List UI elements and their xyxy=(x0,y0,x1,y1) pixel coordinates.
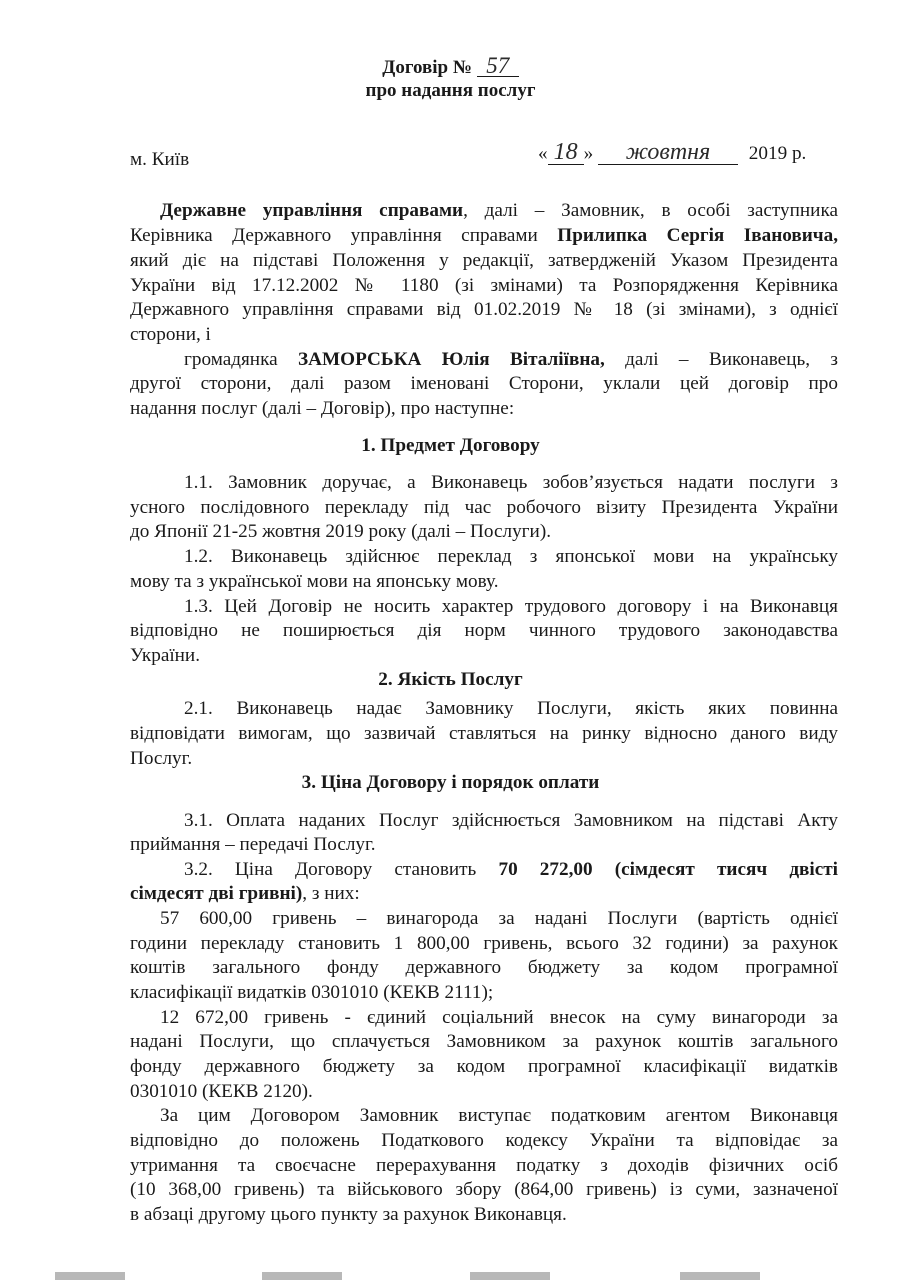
contract-price-words: сімдесят дві гривні) xyxy=(130,883,303,904)
contract-price: 70 272,00 (сімдесят тисяч двісті xyxy=(498,859,838,880)
s32c-line1: За цим Договором Замовник виступає податковим агентом Виконавця xyxy=(160,1105,838,1126)
date-quote-close: » xyxy=(583,143,594,164)
s21-line1: 2.1. Виконавець надає Замовнику Послуги, якість яких повинна xyxy=(184,698,838,719)
s32a-line4: класифікації видатків 0301010 (КЕКВ 2111); xyxy=(130,982,494,1003)
s32c-line3: утримання та своєчасне перерахування податку з доходів фізичних осіб xyxy=(130,1155,838,1176)
s32c-line5: в абзаці другому цього пункту за рахунок Виконавця. xyxy=(130,1204,567,1225)
section2-heading: 2. Якість Послуг xyxy=(378,669,523,690)
contract-subtitle: про надання послуг xyxy=(365,80,536,101)
intro-p1-line1 xyxy=(160,200,838,222)
s32a-line1: 57 600,00 гривень – винагорода за надані Послуги (вартість однієї xyxy=(160,908,838,929)
intro-p1-line2-text: Керівника Державного управління справами xyxy=(130,225,558,246)
contract-date xyxy=(538,140,806,165)
scan-artifact xyxy=(55,1272,125,1280)
date-month-handwritten: жовтня xyxy=(598,140,738,165)
s21-line3: Послуг. xyxy=(130,748,193,769)
contract-title xyxy=(0,53,901,79)
intro-p2-line2: другої сторони, далі разом іменовані Сторони, уклали цей договір про xyxy=(130,373,838,394)
s32-line1 xyxy=(184,859,838,881)
intro-p2-line1-text: далі – Виконавець, з xyxy=(604,349,838,370)
s32a-line3: коштів загального фонду державного бюджету за кодом програмної xyxy=(130,957,838,978)
s32a-line2: години перекладу становить 1 800,00 гривень, всього 32 години) за рахунок xyxy=(130,933,838,954)
scan-artifact xyxy=(680,1272,760,1280)
date-day-handwritten: 18 xyxy=(548,140,584,165)
contractor-name: ЗАМОРСЬКА Юлія Віталіївна, xyxy=(298,349,605,370)
s13-line1: 1.3. Цей Договір не носить характер трудового договору і на Виконавця xyxy=(184,596,838,617)
s13-line2: відповідно не поширюється дія норм чинного трудового законодавства xyxy=(130,620,838,641)
intro-p1-line1-text: , далі – Замовник, в особі заступника xyxy=(463,200,838,221)
intro-p1-line5: Державного управління справами від 01.02.2019 № 18 (зі змінами), з однієї xyxy=(130,299,838,320)
s32b-line1: 12 672,00 гривень - єдиний соціальний внесок на суму винагороди за xyxy=(160,1007,838,1028)
intro-p2-prefix: громадянка xyxy=(184,349,299,370)
s31-line2: приймання – передачі Послуг. xyxy=(130,834,376,855)
intro-p1-line6: сторони, і xyxy=(130,324,211,345)
intro-p1-line3: який діє на підставі Положення у редакції, затвердженій Указом Президента xyxy=(130,250,838,271)
s12-line2: мову та з української мови на японську мову. xyxy=(130,571,499,592)
scan-artifact xyxy=(262,1272,342,1280)
title-prefix: Договір № xyxy=(382,57,472,78)
s12-line1: 1.2. Виконавець здійснює переклад з японської мови на українську xyxy=(184,546,838,567)
s32b-line2: надані Послуги, що сплачується Замовником за рахунок коштів загального xyxy=(130,1031,838,1052)
s11-line2: усного послідовного перекладу під час робочого візиту Президента України xyxy=(130,497,838,518)
intro-p1-line4: України від 17.12.2002 № 1180 (зі змінами) та Розпорядження Керівника xyxy=(130,275,838,296)
s21-line2: відповідати вимогам, що зазвичай ставляться на ринку відносно даного виду xyxy=(130,723,838,744)
s32c-line4: (10 368,00 гривень) та військового збору (864,00 гривень) із суми, зазначеної xyxy=(130,1179,838,1200)
date-quote-open: « xyxy=(538,143,548,164)
s32-line2 xyxy=(130,883,360,905)
scan-artifact xyxy=(470,1272,550,1280)
intro-p2-line1 xyxy=(184,349,838,371)
intro-p2-line3: надання послуг (далі – Договір), про наступне: xyxy=(130,398,515,419)
contract-number-handwritten: 57 xyxy=(477,56,519,77)
intro-p1-line2 xyxy=(130,225,838,247)
s11-line1: 1.1. Замовник доручає, а Виконавець зобов’язується надати послуги з xyxy=(184,472,838,493)
s32-line1-text: 3.2. Ціна Договору становить xyxy=(184,859,499,880)
s32c-line2: відповідно до положень Податкового кодексу України та відповідає за xyxy=(130,1130,838,1151)
customer-name: Державне управління справами xyxy=(160,200,464,221)
date-year: 2019 р. xyxy=(748,143,807,164)
s11-line3: до Японії 21-25 жовтня 2019 року (далі – Послуги). xyxy=(130,521,552,542)
s32b-line3: фонду державного бюджету за кодом програмної класифікації видатків xyxy=(130,1056,838,1077)
s32-line2-text: , з них: xyxy=(302,883,360,904)
section1-heading: 1. Предмет Договору xyxy=(361,435,540,456)
s31-line1: 3.1. Оплата наданих Послуг здійснюється Замовником на підставі Акту xyxy=(184,810,838,831)
city: м. Київ xyxy=(130,149,190,170)
signatory-name: Прилипка Сергія Івановича, xyxy=(557,225,838,246)
s32b-line4: 0301010 (КЕКВ 2120). xyxy=(130,1081,313,1102)
section3-heading: 3. Ціна Договору і порядок оплати xyxy=(301,772,600,793)
s13-line3: України. xyxy=(130,645,200,666)
